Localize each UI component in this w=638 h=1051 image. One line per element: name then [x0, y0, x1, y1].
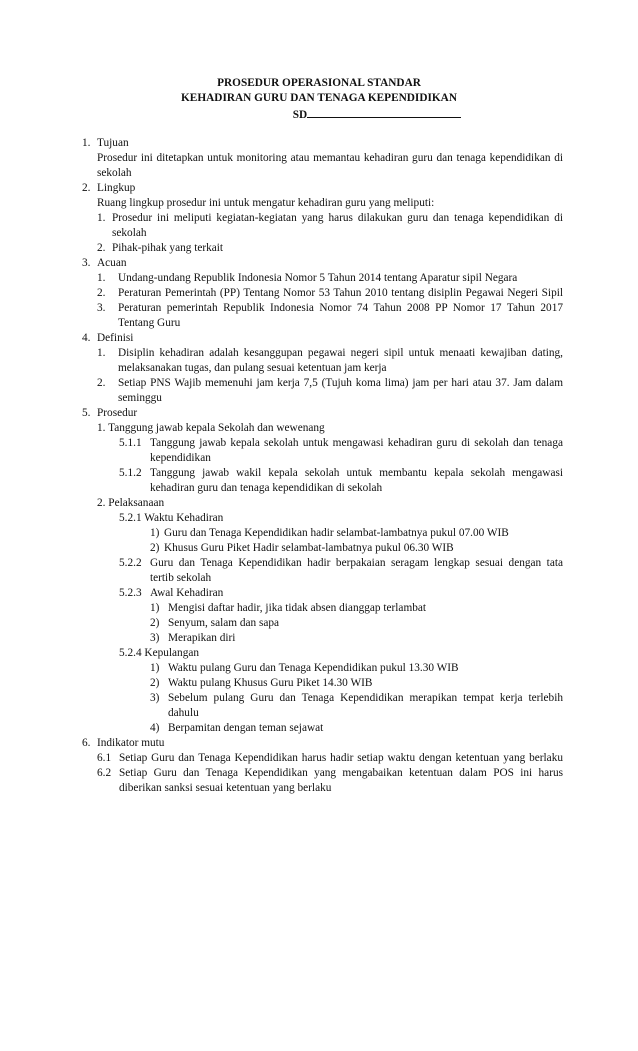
item-5-2-3-1: Mengisi daftar hadir, jika tidak absen dianggap terlambat: [168, 602, 427, 614]
item-5-2-1-2-number: 2): [150, 542, 160, 554]
section-2-text: Ruang lingkup prosedur ini untuk mengatur kehadiran guru yang meliputi:: [97, 197, 435, 209]
item-5-2-4-4: Berpamitan dengan teman sejawat: [168, 722, 324, 734]
section-4-item-2-number: 2.: [97, 377, 106, 389]
item-5-2-3-3: Merapikan diri: [168, 632, 236, 644]
section-6-item-2-number: 6.2: [97, 767, 112, 779]
item-5-2-1-heading: 5.2.1 Waktu Kehadiran: [119, 512, 224, 524]
item-5-2-3-2: Senyum, salam dan sapa: [168, 617, 280, 629]
item-5-2-2-number: 5.2.2: [119, 557, 142, 569]
school-name-blank: [307, 106, 461, 118]
item-5-2-3-3-number: 3): [150, 632, 160, 644]
item-5-2-4-2-number: 2): [150, 677, 160, 689]
item-5-2-1-2: Khusus Guru Piket Hadir selambat-lambatnya pukul 06.30 WIB: [164, 542, 454, 554]
item-5-2-4-1-number: 1): [150, 662, 160, 674]
section-1-text-line1: Prosedur ini ditetapkan untuk monitoring atau memantau kehadiran guru dan tenaga kependidikan di: [97, 152, 563, 164]
item-5-2-3-number: 5.2.3: [119, 587, 142, 599]
section-2-item-2-number: 2.: [97, 242, 106, 254]
item-5-2-4-heading: 5.2.4 Kepulangan: [119, 647, 199, 659]
section-4-number: 4.: [82, 332, 91, 344]
item-5-1-2-number: 5.1.2: [119, 467, 142, 479]
item-5-2-1-1: Guru dan Tenaga Kependidikan hadir selambat-lambatnya pukul 07.00 WIB: [164, 527, 509, 539]
section-4-item-1-line2: melaksanakan tugas, dan pulang sesuai ketentuan jam kerja: [118, 362, 387, 374]
section-3-item-2: Peraturan Pemerintah (PP) Tentang Nomor 53 Tahun 2010 tentang disiplin Pegawai Negeri Sipil: [118, 287, 563, 299]
section-3-item-2-number: 2.: [97, 287, 106, 299]
section-4-title: Definisi: [97, 332, 134, 344]
section-2-item-1-line2: sekolah: [112, 227, 147, 239]
section-6-item-2-line2: diberikan sanksi sesuai ketentuan yang berlaku: [119, 782, 332, 794]
item-5-1-1-number: 5.1.1: [119, 437, 142, 449]
item-5-2-2-line2: tertib sekolah: [150, 572, 212, 584]
item-5-2-1-1-number: 1): [150, 527, 160, 539]
item-5-2-3-2-number: 2): [150, 617, 160, 629]
school-name-line: [58, 106, 638, 123]
section-5-subsection-2: 2. Pelaksanaan: [97, 497, 165, 509]
section-2-title: Lingkup: [97, 182, 136, 194]
section-2-item-2: Pihak-pihak yang terkait: [112, 242, 224, 254]
section-3-item-3-line2: Tentang Guru: [118, 317, 181, 329]
item-5-2-4-3-line2: dahulu: [168, 707, 199, 719]
item-5-2-4-2: Waktu pulang Khusus Guru Piket 14.30 WIB: [168, 677, 373, 689]
doc-title-line1: PROSEDUR OPERASIONAL STANDAR: [217, 77, 421, 89]
section-3-title: Acuan: [97, 257, 127, 269]
item-5-2-3-heading: Awal Kehadiran: [150, 587, 224, 599]
section-6-item-1: Setiap Guru dan Tenaga Kependidikan harus hadir setiap waktu dengan ketentuan yang berlaku: [119, 752, 563, 764]
section-3-item-1-number: 1.: [97, 272, 106, 284]
section-4-item-1-line1: Disiplin kehadiran adalah kesanggupan pegawai negeri sipil untuk menaati kewajiban dating,: [118, 347, 563, 359]
section-4-item-1-number: 1.: [97, 347, 106, 359]
section-1-text-line2: sekolah: [97, 167, 132, 179]
section-6-number: 6.: [82, 737, 91, 749]
section-2-number: 2.: [82, 182, 91, 194]
section-1-number: 1.: [82, 137, 91, 149]
school-prefix: SD: [292, 109, 308, 121]
section-4-item-2-line2: seminggu: [118, 392, 162, 404]
section-3-item-3-number: 3.: [97, 302, 106, 314]
item-5-1-1-line1: Tanggung jawab kepala sekolah untuk mengawasi kehadiran guru di sekolah dan tenaga: [150, 437, 563, 449]
section-6-item-1-number: 6.1: [97, 752, 112, 764]
section-6-title: Indikator mutu: [97, 737, 165, 749]
section-3-item-3-line1: Peraturan pemerintah Republik Indonesia Nomor 74 Tahun 2008 PP Nomor 17 Tahun 2017: [118, 302, 563, 314]
section-3-item-1: Undang-undang Republik Indonesia Nomor 5 Tahun 2014 tentang Aparatur sipil Negara: [118, 272, 518, 284]
item-5-2-4-4-number: 4): [150, 722, 160, 734]
item-5-2-3-1-number: 1): [150, 602, 160, 614]
section-3-number: 3.: [82, 257, 91, 269]
section-2-item-1-number: 1.: [97, 212, 106, 224]
section-4-item-2-line1: Setiap PNS Wajib memenuhi jam kerja 7,5 (Tujuh koma lima) jam per hari atau 37. Jam dalam: [118, 377, 563, 389]
item-5-2-4-3-number: 3): [150, 692, 160, 704]
section-1-title: Tujuan: [97, 137, 129, 149]
section-5-subsection-1: 1. Tanggung jawab kepala Sekolah dan wewenang: [97, 422, 325, 434]
item-5-1-2-line2: kehadiran guru dan tenaga kependidikan di sekolah: [150, 482, 383, 494]
section-6-item-2-line1: Setiap Guru dan Tenaga Kependidikan yang mengabaikan ketentuan dalam POS ini harus: [119, 767, 563, 779]
section-5-title: Prosedur: [97, 407, 138, 419]
section-5-number: 5.: [82, 407, 91, 419]
section-2-item-1-line1: Prosedur ini meliputi kegiatan-kegiatan yang harus dilakukan guru dan tenaga kependidikan di: [112, 212, 563, 224]
item-5-1-1-line2: kependidikan: [150, 452, 211, 464]
item-5-2-4-3-line1: Sebelum pulang Guru dan Tenaga Kependidikan merapikan tempat kerja terlebih: [168, 692, 563, 704]
item-5-2-4-1: Waktu pulang Guru dan Tenaga Kependidikan pukul 13.30 WIB: [168, 662, 459, 674]
item-5-2-2-line1: Guru dan Tenaga Kependidikan hadir berpakaian seragam lengkap sesuai dengan tata: [150, 557, 563, 569]
doc-title-line2: KEHADIRAN GURU DAN TENAGA KEPENDIDIKAN: [181, 92, 457, 104]
item-5-1-2-line1: Tanggung jawab wakil kepala sekolah untuk membantu kepala sekolah mengawasi: [150, 467, 563, 479]
